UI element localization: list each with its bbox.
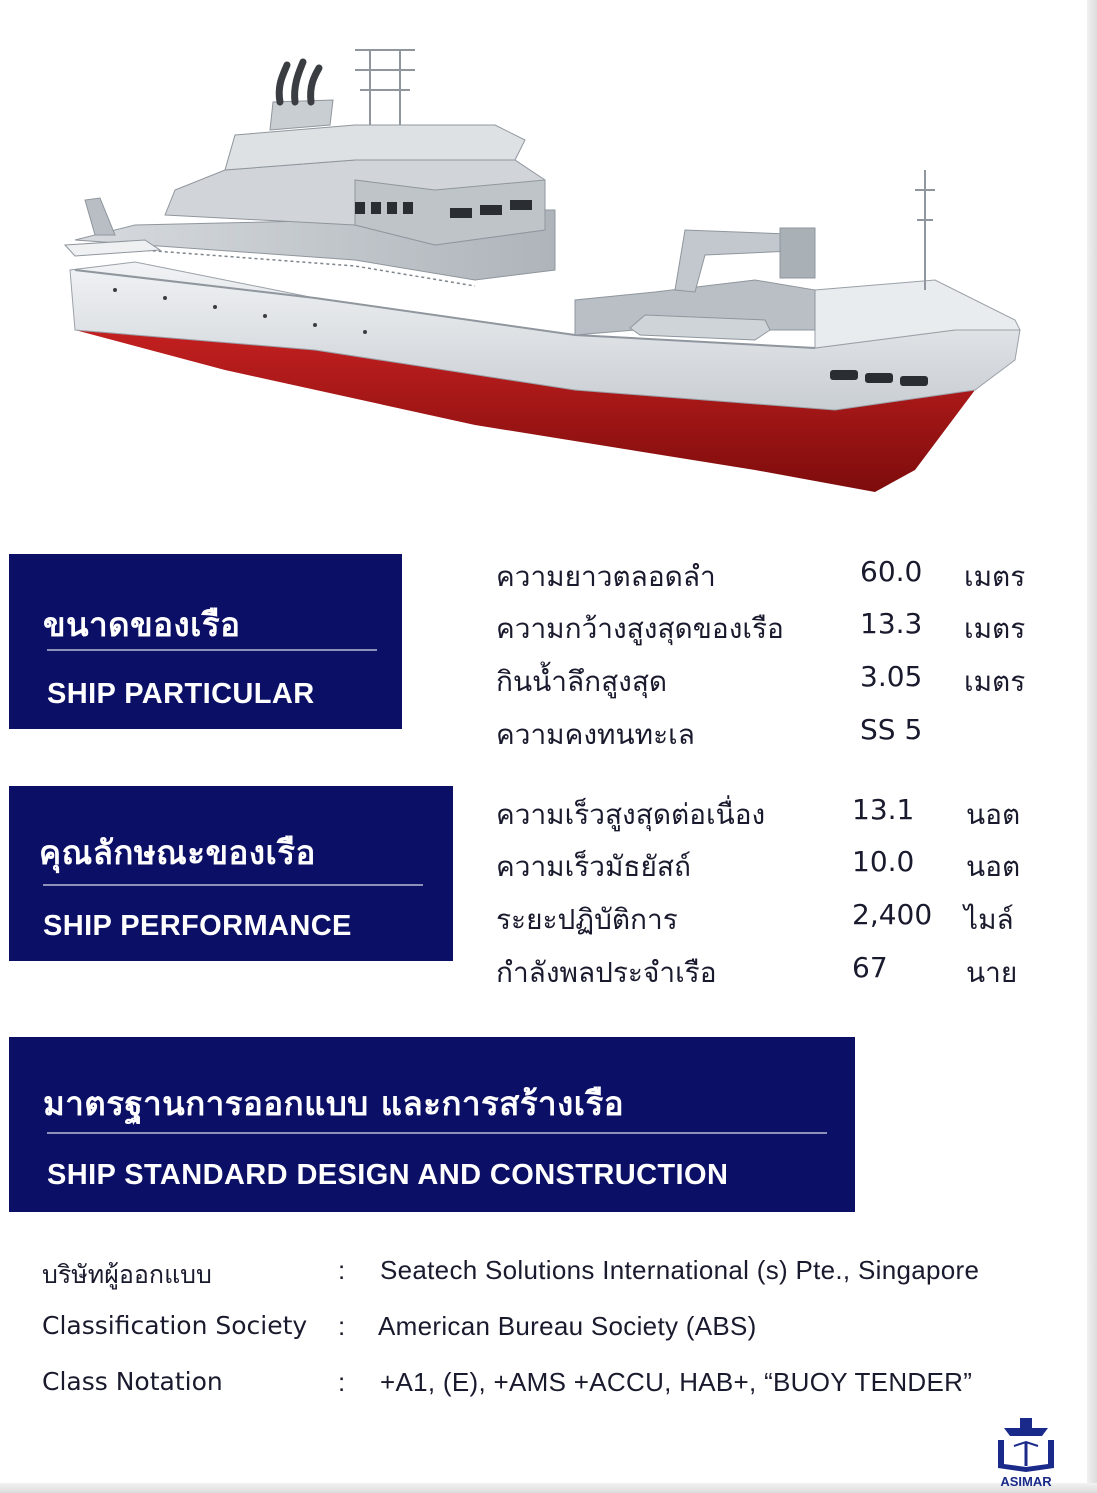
info-colon: : (338, 1255, 346, 1285)
spec-label: กำลังพลประจำเรือ (496, 956, 717, 989)
spec-unit: นอต (966, 850, 1021, 883)
spec-row (496, 660, 1056, 700)
spec-row (496, 713, 1056, 753)
spec-label: ความคงทนทะเล (496, 718, 695, 751)
ship-illustration (55, 30, 1030, 510)
spec-unit: นาย (966, 956, 1018, 989)
divider (47, 649, 377, 651)
spec-label: ความเร็วมัธยัสถ์ (496, 850, 691, 883)
info-label: Classification Society (42, 1311, 308, 1340)
info-row (42, 1255, 1072, 1295)
spec-value: 13.1 (852, 793, 915, 826)
spec-row (496, 793, 1056, 833)
info-colon: : (338, 1367, 346, 1397)
page-edge (1087, 0, 1097, 1493)
spec-row (496, 951, 1056, 991)
spec-unit: เมตร (964, 560, 1026, 593)
spec-label: ความกว้างสูงสุดของเรือ (496, 612, 784, 645)
info-value: Seatech Solutions International (s) Pte., Singapore (380, 1255, 980, 1285)
spec-label: ระยะปฏิบัติการ (496, 903, 678, 936)
spec-row (496, 898, 1056, 938)
spec-value: 3.05 (860, 660, 923, 693)
section-title-english: SHIP PERFORMANCE (43, 910, 352, 942)
info-row (42, 1367, 1072, 1407)
spec-label: ความเร็วสูงสุดต่อเนื่อง (496, 798, 766, 831)
spec-value: 60.0 (860, 555, 923, 588)
info-value: American Bureau Society (ABS) (378, 1311, 757, 1341)
spec-unit: นอต (966, 798, 1021, 831)
spec-value: SS 5 (860, 713, 923, 746)
spec-row (496, 845, 1056, 885)
section-title-thai: คุณลักษณะของเรือ (39, 833, 316, 872)
spec-value: 10.0 (852, 845, 915, 878)
info-value: +A1, (E), +AMS +ACCU, HAB+, “BUOY TENDER” (380, 1367, 973, 1397)
spec-row (496, 607, 1056, 647)
spec-value: 67 (852, 951, 888, 984)
divider (47, 1132, 827, 1134)
section-title-english: SHIP STANDARD DESIGN AND CONSTRUCTION (47, 1159, 729, 1191)
ship-particular-panel (9, 554, 402, 729)
ship-performance-panel (9, 786, 453, 961)
spec-unit: เมตร (964, 612, 1026, 645)
info-label: บริษัทผู้ออกแบบ (42, 1260, 212, 1289)
spec-unit: เมตร (964, 665, 1026, 698)
spec-value: 13.3 (860, 607, 923, 640)
spec-label: ความยาวตลอดลำ (496, 560, 716, 593)
info-row (42, 1311, 1072, 1351)
spec-label: กินน้ำลึกสูงสุด (496, 665, 668, 698)
ship-standard-panel (9, 1037, 855, 1212)
divider (43, 884, 423, 886)
section-title-english: SHIP PARTICULAR (47, 678, 315, 710)
logo-wordmark: ASIMAR (1000, 1474, 1052, 1489)
spec-value: 2,400 (852, 898, 933, 931)
spec-row (496, 555, 1056, 595)
section-title-thai: มาตรฐานการออกแบบ และการสร้างเรือ (43, 1084, 625, 1123)
section-title-thai: ขนาดของเรือ (43, 605, 241, 644)
spec-unit: ไมล์ (964, 903, 1014, 936)
info-colon: : (338, 1311, 346, 1341)
info-label: Class Notation (42, 1367, 223, 1396)
page-edge (0, 1483, 1097, 1493)
